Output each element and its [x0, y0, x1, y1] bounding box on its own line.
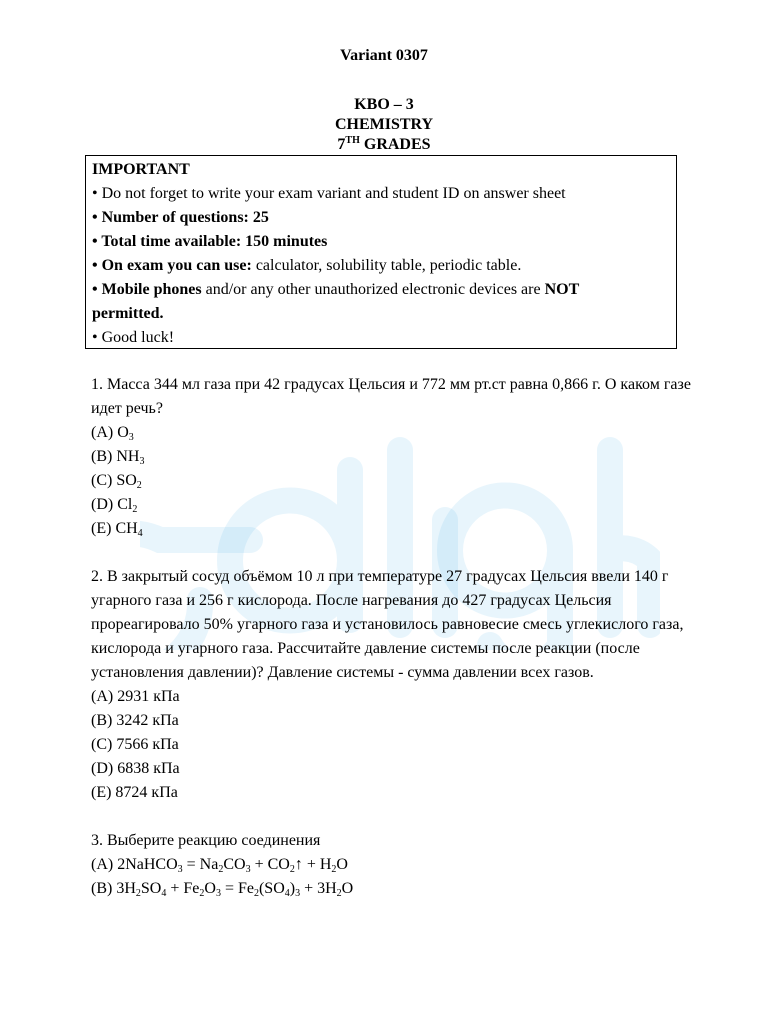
question-text: 3. Выберите реакцию соединения — [91, 832, 321, 849]
exam-variant: Variant 0307 — [340, 47, 428, 64]
important-line-variant: • Do not forget to write your exam variant and student ID on answer sheet — [92, 185, 566, 202]
answer-option: (C) 7566 кПа — [91, 736, 179, 753]
important-line-luck: • Good luck! — [92, 329, 175, 346]
answer-option: (C) $SO_2$ — [91, 472, 142, 491]
important-box — [85, 155, 677, 349]
question-text: 1. Масса 344 мл газа при 42 градусах Цельсия и 772 мм рт.ст равна 0,866 г. О каком газе идет речь? — [91, 376, 691, 417]
answer-option: (B) $NH_3$ — [91, 448, 145, 467]
important-line-allowed: • On exam you can use: calculator, solubility table, periodic table. — [92, 257, 522, 274]
question-2 — [91, 565, 691, 805]
answer-option: (A) 2931 кПа — [91, 688, 180, 705]
answer-option: (E) $CH_4$ — [91, 520, 143, 539]
answer-option: (D) 6838 кПа — [91, 760, 180, 777]
questions-list — [91, 373, 691, 901]
question-3 — [91, 829, 691, 901]
question-1 — [91, 373, 691, 541]
question-text: 2. В закрытый сосуд объёмом 10 л при температуре 27 градусах Цельсия ввели 140 г угарного газа и 256 г кислорода. После нагревания до 427 градусах Цельсия прореагировало 50% угарного газа и установилось равновесие смесь углекислого газа, кислорода и угарного газа. Рассчитайте давление системы после реакции (после установления давлении)? Давление системы - сумма давлении всех газов. — [91, 568, 684, 681]
grade-line: 7TH GRADES — [337, 135, 431, 153]
answer-option: (A) $O_3$ — [91, 424, 134, 443]
important-line-permitted: permitted. — [92, 305, 164, 322]
answer-option: (B) 3242 кПа — [91, 712, 179, 729]
exam-header — [0, 95, 768, 155]
subject-name: CHEMISTRY — [334, 116, 434, 133]
answer-option: (A) 2NaHCO$_3$ = $Na_2CO_3$ + $CO_2↑ + H_2O$ — [91, 856, 348, 875]
important-line-phones: • Mobile phones and/or any other unauthorized electronic devices are NOT — [92, 281, 580, 298]
important-title: IMPORTANT — [92, 161, 190, 178]
important-line-time: • Total time available: 150 minutes — [92, 233, 328, 250]
answer-option: (E) 8724 кПа — [91, 784, 178, 801]
answer-option: (D) $Cl_2$ — [91, 496, 138, 515]
competition-name: KBO – 3 — [354, 96, 414, 113]
important-line-questions: • Number of questions: 25 — [92, 209, 269, 226]
answer-option: (B) $3H_2SO_4 + Fe_2O_3 = Fe_2(SO_4)_3 + 3H_2O$ — [91, 880, 354, 899]
